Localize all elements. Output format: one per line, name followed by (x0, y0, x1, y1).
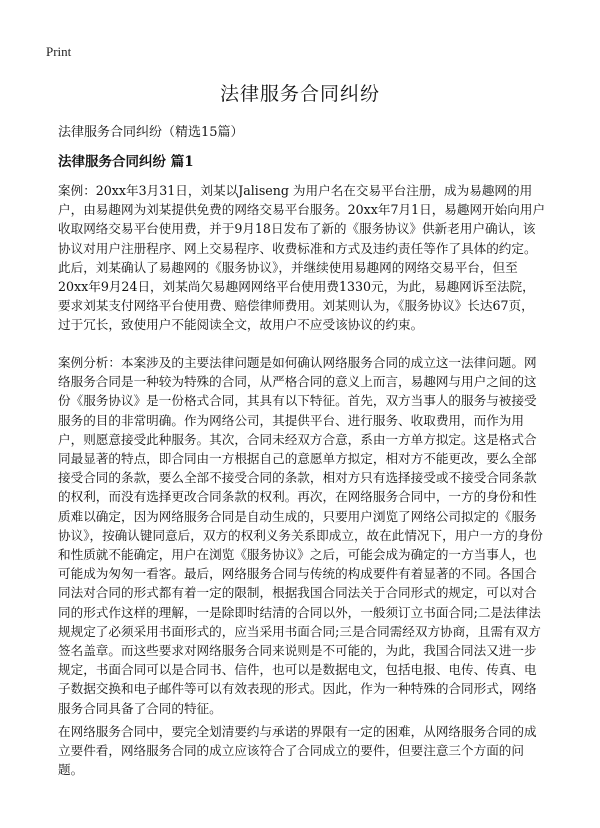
page-title: 法律服务合同纠纷 (219, 83, 380, 105)
case-paragraph: 案例：20xx年3月31日，刘某以Jaliseng 为用户名在交易平台注册，成为易趣网的用户，由易趣网为刘某提供免费的网络交易平台服务。20xx年7月1日，易趣网开始向用户收取网络交易平台使用费，并于9月18日发布了新的《服务协议》供新老用户确认，该协议对用户注册程序、网上交易程序、收费标准和方式及违约责任等作了具体的约定。此后，刘某确认了易趣网的《服务协议》，并继续使用易趣网的网络交易平台，但至20xx年9月24日，刘某尚欠易趣网网络平台使用费1330元，为此，易趣网诉至法院，要求刘某支付网络平台使用费、赔偿律师费用。刘某则认为，《服务协议》长达67页，过于冗长，致使用户不能阅读全文，故用户不应受该协议的约束。 (58, 183, 546, 333)
document-subtitle: 法律服务合同纠纷（精选15篇） (58, 125, 244, 140)
print-link[interactable]: Print (46, 44, 72, 59)
analysis-paragraph: 案例分析：本案涉及的主要法律问题是如何确认网络服务合同的成立这一法律问题。网络服务合同是一种较为特殊的合同，从严格合同的意义上而言，易趣网与用户之间的这份《服务协议》是一份格式合同，其具有以下特征。首先，双方当事人的服务与被接受服务的目的非常明确。作为网络公司，其提供平台、进行服务、收取费用，而作为用户，则愿意接受此种服务。其次，合同未经双方合意，系由一方单方拟定。这是格式合同最显著的特点，即合同由一方根据自己的意愿单方拟定，相对方不能更改，要么全部接受合同的条款，要么全部不接受合同的条款，相对方只有选择接受或不接受合同条款的权利，而没有选择更改合同条款的权利。再次，在网络服务合同中，一方的身份和性质难以确定，因为网络服务合同是自动生成的，只要用户浏览了网络公司拟定的《服务协议》，按确认键同意后，双方的权利义务关系即成立，故在此情况下，用户一方的身份和性质就不能确定，用户在浏览《服务协议》之后，可能会成为确定的一方当事人，也可能成为匆匆一看客。最后，网络服务合同与传统的构成要件有着显著的不同。各国合同法对合同的形式都有着一定的限制，根据我国合同法关于合同形式的规定，可以对合同的形式作这样的理解，一是除即时结清的合同以外，一般须订立书面合同;二是法律法规规定了必须采用书面形式的，应当采用书面合同;三是合同需经双方协商，且需有双方签名盖章。而这些要求对网络服务合同来说则是不可能的，为此，我国合同法又进一步规定，书面合同可以是合同书、信件，也可以是数据电文，包括电报、电传、传真、电子数据交换和电子邮件等可以有效表现的形式。因此，作为一种特殊的合同形式，网络服务合同具备了合同的特征。 (58, 355, 543, 716)
section-heading: 法律服务合同纠纷 篇1 (58, 154, 194, 170)
conclusion-paragraph: 在网络服务合同中，要完全划清要约与承诺的界限有一定的困难，从网络服务合同的成立要件看，网络服务合同的成立应该符合了合同成立的要件，但要注意三个方面的问题。 (58, 724, 537, 778)
